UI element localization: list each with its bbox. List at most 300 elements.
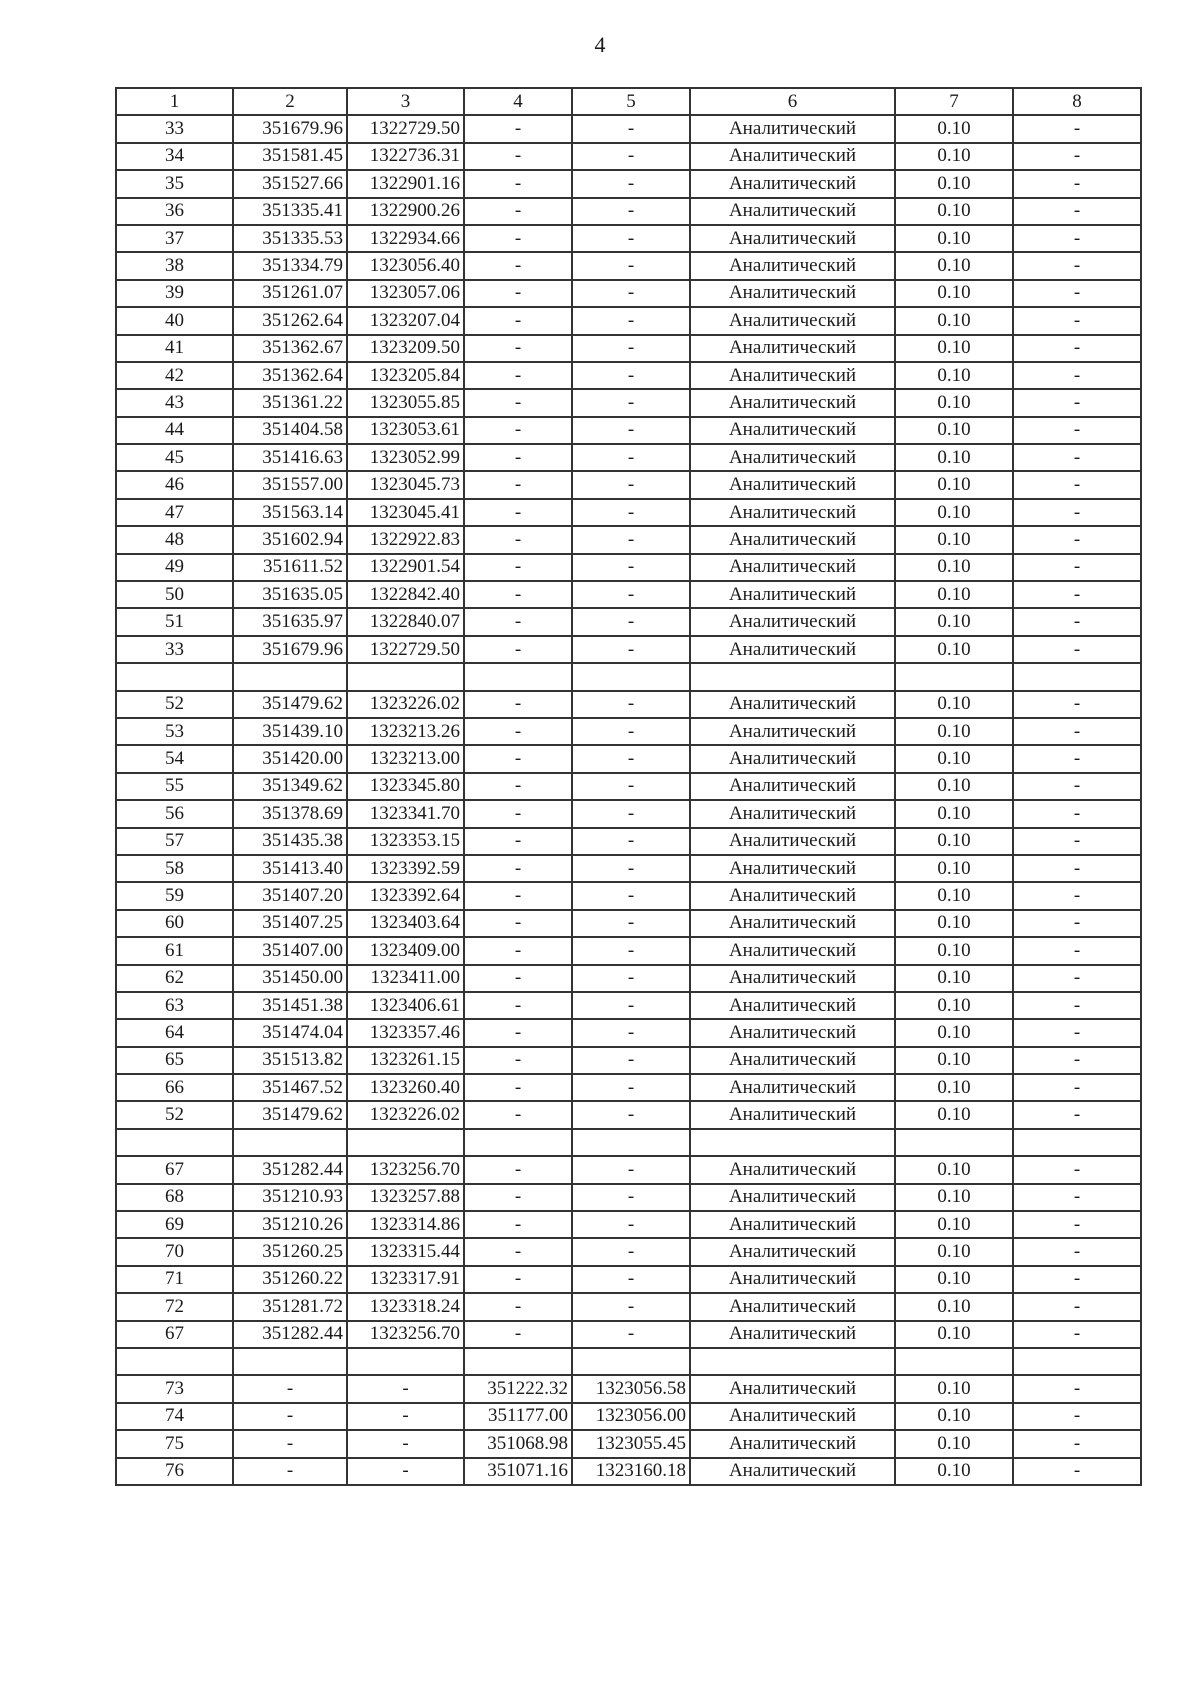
table-cell: 56 [116,800,233,827]
table-cell [690,663,895,690]
table-cell: Аналитический [690,225,895,252]
table-cell: - [572,910,690,937]
table-cell: 0.10 [895,1047,1013,1074]
table-cell: 0.10 [895,1375,1013,1402]
table-cell: 0.10 [895,800,1013,827]
table-cell: 351349.62 [233,773,347,800]
table-cell: 75 [116,1430,233,1457]
table-cell: - [464,280,572,307]
table-row [116,1238,1141,1265]
table-cell: 1323045.73 [347,471,464,498]
table-cell: - [1013,225,1141,252]
table-cell: - [464,362,572,389]
table-cell: 1323411.00 [347,965,464,992]
table-cell: 351435.38 [233,828,347,855]
table-cell: Аналитический [690,1458,895,1485]
table-cell: - [572,1184,690,1211]
table-cell: - [1013,1266,1141,1293]
table-cell: - [572,143,690,170]
table-cell: 1323055.45 [572,1430,690,1457]
table-cell: - [1013,1101,1141,1128]
table-cell: - [464,389,572,416]
table-cell: - [1013,307,1141,334]
table-row [116,1458,1141,1485]
table-cell: 351282.44 [233,1321,347,1348]
table-cell: 0.10 [895,828,1013,855]
table-cell: - [572,170,690,197]
table-row [116,143,1141,170]
table-cell: 1323256.70 [347,1321,464,1348]
table-cell: Аналитический [690,1266,895,1293]
table-cell: - [464,225,572,252]
table-cell: - [464,965,572,992]
table-cell: 53 [116,718,233,745]
table-cell: 67 [116,1156,233,1183]
table-cell [347,663,464,690]
table-cell: - [464,855,572,882]
table-cell: 71 [116,1266,233,1293]
table-row [116,663,1141,690]
table-cell: - [1013,554,1141,581]
table-cell [347,1348,464,1375]
table-cell: 0.10 [895,1321,1013,1348]
table-cell: 351262.64 [233,307,347,334]
table-cell [895,663,1013,690]
table-cell: - [464,1184,572,1211]
table-cell: - [1013,335,1141,362]
table-cell: 1323403.64 [347,910,464,937]
table-cell: Аналитический [690,1047,895,1074]
table-cell: 351335.53 [233,225,347,252]
table-cell [233,1348,347,1375]
table-cell: 1323055.85 [347,389,464,416]
table-row [116,198,1141,225]
table-cell [895,1348,1013,1375]
table-cell: 33 [116,636,233,663]
table-cell: - [1013,471,1141,498]
table-cell: - [572,417,690,444]
table-cell: - [233,1430,347,1457]
table-cell: 46 [116,471,233,498]
table-cell [690,1348,895,1375]
table-cell: - [1013,1403,1141,1430]
table-cell: 42 [116,362,233,389]
table-cell [464,663,572,690]
table-cell: 47 [116,499,233,526]
table-cell: 351260.22 [233,1266,347,1293]
table-cell: 1323205.84 [347,362,464,389]
table-cell: Аналитический [690,198,895,225]
table-row [116,225,1141,252]
table-cell: 351404.58 [233,417,347,444]
table-cell: - [464,499,572,526]
table-cell: - [572,115,690,142]
table-cell: - [233,1403,347,1430]
table-cell: - [572,225,690,252]
table-cell: 70 [116,1238,233,1265]
table-cell: Аналитический [690,1375,895,1402]
table-cell: 0.10 [895,225,1013,252]
table-cell: - [572,252,690,279]
column-header: 7 [895,88,1013,115]
table-cell: Аналитический [690,280,895,307]
table-cell: 351281.72 [233,1293,347,1320]
table-row [116,1074,1141,1101]
table-cell: - [1013,170,1141,197]
table-row [116,1047,1141,1074]
table-cell: 73 [116,1375,233,1402]
table-cell: Аналитический [690,143,895,170]
table-row [116,170,1141,197]
table-cell: 351177.00 [464,1403,572,1430]
table-cell [347,1129,464,1156]
table-cell: Аналитический [690,937,895,964]
table-cell: 0.10 [895,1211,1013,1238]
table-cell: 36 [116,198,233,225]
table-cell: - [1013,1074,1141,1101]
table-row [116,1211,1141,1238]
table-cell: 1323160.18 [572,1458,690,1485]
table-row [116,1019,1141,1046]
table-cell: - [464,937,572,964]
column-header: 1 [116,88,233,115]
table-cell: - [572,937,690,964]
table-cell [1013,663,1141,690]
table-row [116,745,1141,772]
table-cell: - [347,1430,464,1457]
table-cell: 58 [116,855,233,882]
table-cell: 0.10 [895,280,1013,307]
table-cell: 0.10 [895,855,1013,882]
table-cell: - [572,389,690,416]
table-cell: 35 [116,170,233,197]
table-cell: Аналитический [690,1211,895,1238]
table-cell: 66 [116,1074,233,1101]
table-cell: 57 [116,828,233,855]
table-cell: 351282.44 [233,1156,347,1183]
table-cell: 351378.69 [233,800,347,827]
table-cell: - [1013,499,1141,526]
table-row [116,471,1141,498]
table-row [116,855,1141,882]
table-cell [572,1129,690,1156]
table-cell: Аналитический [690,1403,895,1430]
table-cell: 0.10 [895,691,1013,718]
table-cell: 351260.25 [233,1238,347,1265]
table-cell: - [1013,608,1141,635]
table-row [116,992,1141,1019]
table-cell: - [1013,280,1141,307]
table-cell: 52 [116,691,233,718]
table-cell: - [464,581,572,608]
table-cell: 0.10 [895,444,1013,471]
table-cell: 0.10 [895,526,1013,553]
table-cell: Аналитический [690,499,895,526]
table-cell: 0.10 [895,499,1013,526]
table-cell: 351563.14 [233,499,347,526]
table-cell: 0.10 [895,636,1013,663]
table-cell: 351479.62 [233,1101,347,1128]
table-cell: Аналитический [690,389,895,416]
table-cell: Аналитический [690,307,895,334]
table-cell [116,1129,233,1156]
table-cell: Аналитический [690,581,895,608]
table-row [116,554,1141,581]
table-cell: 64 [116,1019,233,1046]
table-cell: 351413.40 [233,855,347,882]
table-cell: - [464,828,572,855]
table-cell: - [572,965,690,992]
table-cell: - [572,691,690,718]
table-cell: - [1013,773,1141,800]
table-cell: 1323317.91 [347,1266,464,1293]
table-cell: 0.10 [895,718,1013,745]
table-cell: Аналитический [690,115,895,142]
table-cell: 351222.32 [464,1375,572,1402]
table-cell: Аналитический [690,636,895,663]
table-cell: 0.10 [895,335,1013,362]
table-cell: 351407.25 [233,910,347,937]
table-cell: 50 [116,581,233,608]
table-cell: 0.10 [895,1074,1013,1101]
table-cell: 1322922.83 [347,526,464,553]
table-cell: - [572,828,690,855]
table-cell: - [572,1293,690,1320]
table-cell: - [464,198,572,225]
table-cell: - [464,1074,572,1101]
table-cell: 351557.00 [233,471,347,498]
table-cell: 52 [116,1101,233,1128]
table-row [116,1101,1141,1128]
table-cell: 1323053.61 [347,417,464,444]
table-cell: - [464,307,572,334]
table-cell: 0.10 [895,1238,1013,1265]
table-cell: 351611.52 [233,554,347,581]
table-row [116,1129,1141,1156]
table-cell: 351261.07 [233,280,347,307]
table-cell: 1323314.86 [347,1211,464,1238]
column-header: 3 [347,88,464,115]
table-row [116,581,1141,608]
table-row [116,1266,1141,1293]
table-cell: 0.10 [895,1101,1013,1128]
table-cell: - [464,115,572,142]
table-cell: - [464,910,572,937]
table-cell: 63 [116,992,233,1019]
table-cell: 1323318.24 [347,1293,464,1320]
table-cell: - [464,471,572,498]
table-cell: - [572,1156,690,1183]
table-cell: - [464,1019,572,1046]
table-cell: 0.10 [895,1266,1013,1293]
table-cell: - [464,526,572,553]
table-cell: 1323207.04 [347,307,464,334]
table-body [116,88,1141,1485]
table-cell: 0.10 [895,554,1013,581]
column-header: 4 [464,88,572,115]
table-cell: - [464,992,572,1019]
table-cell: - [1013,937,1141,964]
table-cell: - [1013,143,1141,170]
table-cell: - [1013,1375,1141,1402]
table-row [116,718,1141,745]
table-cell: - [572,1321,690,1348]
table-cell: 351407.20 [233,882,347,909]
column-header: 8 [1013,88,1141,115]
table-cell: - [572,745,690,772]
table-cell: - [1013,1184,1141,1211]
table-row [116,1375,1141,1402]
table-cell: - [464,718,572,745]
table-cell: 351450.00 [233,965,347,992]
table-cell: - [572,307,690,334]
table-cell: 1323209.50 [347,335,464,362]
table-row [116,882,1141,909]
table-cell: - [572,1101,690,1128]
table-cell [464,1348,572,1375]
table-cell: - [347,1375,464,1402]
table-cell: Аналитический [690,1019,895,1046]
table-cell: - [464,1238,572,1265]
table-cell: - [1013,636,1141,663]
table-cell: Аналитический [690,471,895,498]
table-cell [464,1129,572,1156]
table-cell: 0.10 [895,143,1013,170]
table-cell: 1323341.70 [347,800,464,827]
table-cell: 351527.66 [233,170,347,197]
column-header: 2 [233,88,347,115]
table-cell: 351420.00 [233,745,347,772]
table-cell: 62 [116,965,233,992]
table-cell: - [1013,1238,1141,1265]
table-cell: - [464,1266,572,1293]
table-cell: - [464,1293,572,1320]
table-cell: 0.10 [895,417,1013,444]
table-cell: 1322729.50 [347,115,464,142]
table-cell: 351335.41 [233,198,347,225]
table-cell: 351479.62 [233,691,347,718]
table-row [116,636,1141,663]
table-cell: 351210.93 [233,1184,347,1211]
table-cell: 0.10 [895,1156,1013,1183]
table-cell: 0.10 [895,198,1013,225]
table-row [116,1184,1141,1211]
table-cell: - [1013,882,1141,909]
table-cell: 351407.00 [233,937,347,964]
table-row [116,526,1141,553]
table-row [116,608,1141,635]
table-cell: Аналитический [690,335,895,362]
table-cell: 40 [116,307,233,334]
table-cell: 1322840.07 [347,608,464,635]
table-cell: - [1013,855,1141,882]
coordinates-table [115,87,1142,1486]
table-cell: - [464,1211,572,1238]
table-cell: - [464,417,572,444]
table-cell: 0.10 [895,882,1013,909]
table-row [116,828,1141,855]
table-cell: - [1013,444,1141,471]
table-cell: - [572,554,690,581]
table-cell: - [572,499,690,526]
table-cell: 0.10 [895,362,1013,389]
table-cell: - [572,855,690,882]
table-cell: Аналитический [690,882,895,909]
table-cell [572,663,690,690]
table-cell: 351361.22 [233,389,347,416]
table-header-row [116,88,1141,115]
table-cell: Аналитический [690,800,895,827]
table-cell: 351362.67 [233,335,347,362]
table-cell: 33 [116,115,233,142]
table-cell: - [1013,389,1141,416]
table-cell: Аналитический [690,718,895,745]
table-cell: 0.10 [895,1458,1013,1485]
table-cell: Аналитический [690,1430,895,1457]
table-cell: 1322736.31 [347,143,464,170]
table-cell: 0.10 [895,1019,1013,1046]
table-row [116,417,1141,444]
table-cell: 43 [116,389,233,416]
table-cell: Аналитический [690,828,895,855]
table-cell: 59 [116,882,233,909]
table-cell: 61 [116,937,233,964]
table-cell: - [572,280,690,307]
table-row [116,1156,1141,1183]
table-cell: 49 [116,554,233,581]
table-row [116,800,1141,827]
table-cell: Аналитический [690,855,895,882]
table-cell: - [464,554,572,581]
table-cell: Аналитический [690,691,895,718]
table-row [116,965,1141,992]
table-cell: - [1013,252,1141,279]
table-cell: 1323045.41 [347,499,464,526]
table-cell: 44 [116,417,233,444]
table-cell: Аналитический [690,444,895,471]
table-cell: 67 [116,1321,233,1348]
table-cell: 0.10 [895,389,1013,416]
table-cell: 0.10 [895,252,1013,279]
table-row [116,937,1141,964]
table-cell: 351334.79 [233,252,347,279]
table-row [116,499,1141,526]
table-cell: - [464,636,572,663]
table-cell: 0.10 [895,1430,1013,1457]
table-row [116,1403,1141,1430]
table-cell: 351467.52 [233,1074,347,1101]
table-cell: - [1013,1019,1141,1046]
table-cell: - [1013,198,1141,225]
table-cell: 1323213.26 [347,718,464,745]
table-row [116,1293,1141,1320]
table-cell: 1323261.15 [347,1047,464,1074]
table-cell: 72 [116,1293,233,1320]
table-cell: 1323315.44 [347,1238,464,1265]
table-cell: - [572,1266,690,1293]
table-cell: 351210.26 [233,1211,347,1238]
table-cell: 1323057.06 [347,280,464,307]
table-cell: - [347,1403,464,1430]
table-cell: - [572,773,690,800]
table-row [116,362,1141,389]
table-cell: 0.10 [895,773,1013,800]
table-cell: 68 [116,1184,233,1211]
table-cell: Аналитический [690,773,895,800]
table-cell: - [464,252,572,279]
table-cell: 1323056.40 [347,252,464,279]
table-cell: Аналитический [690,362,895,389]
